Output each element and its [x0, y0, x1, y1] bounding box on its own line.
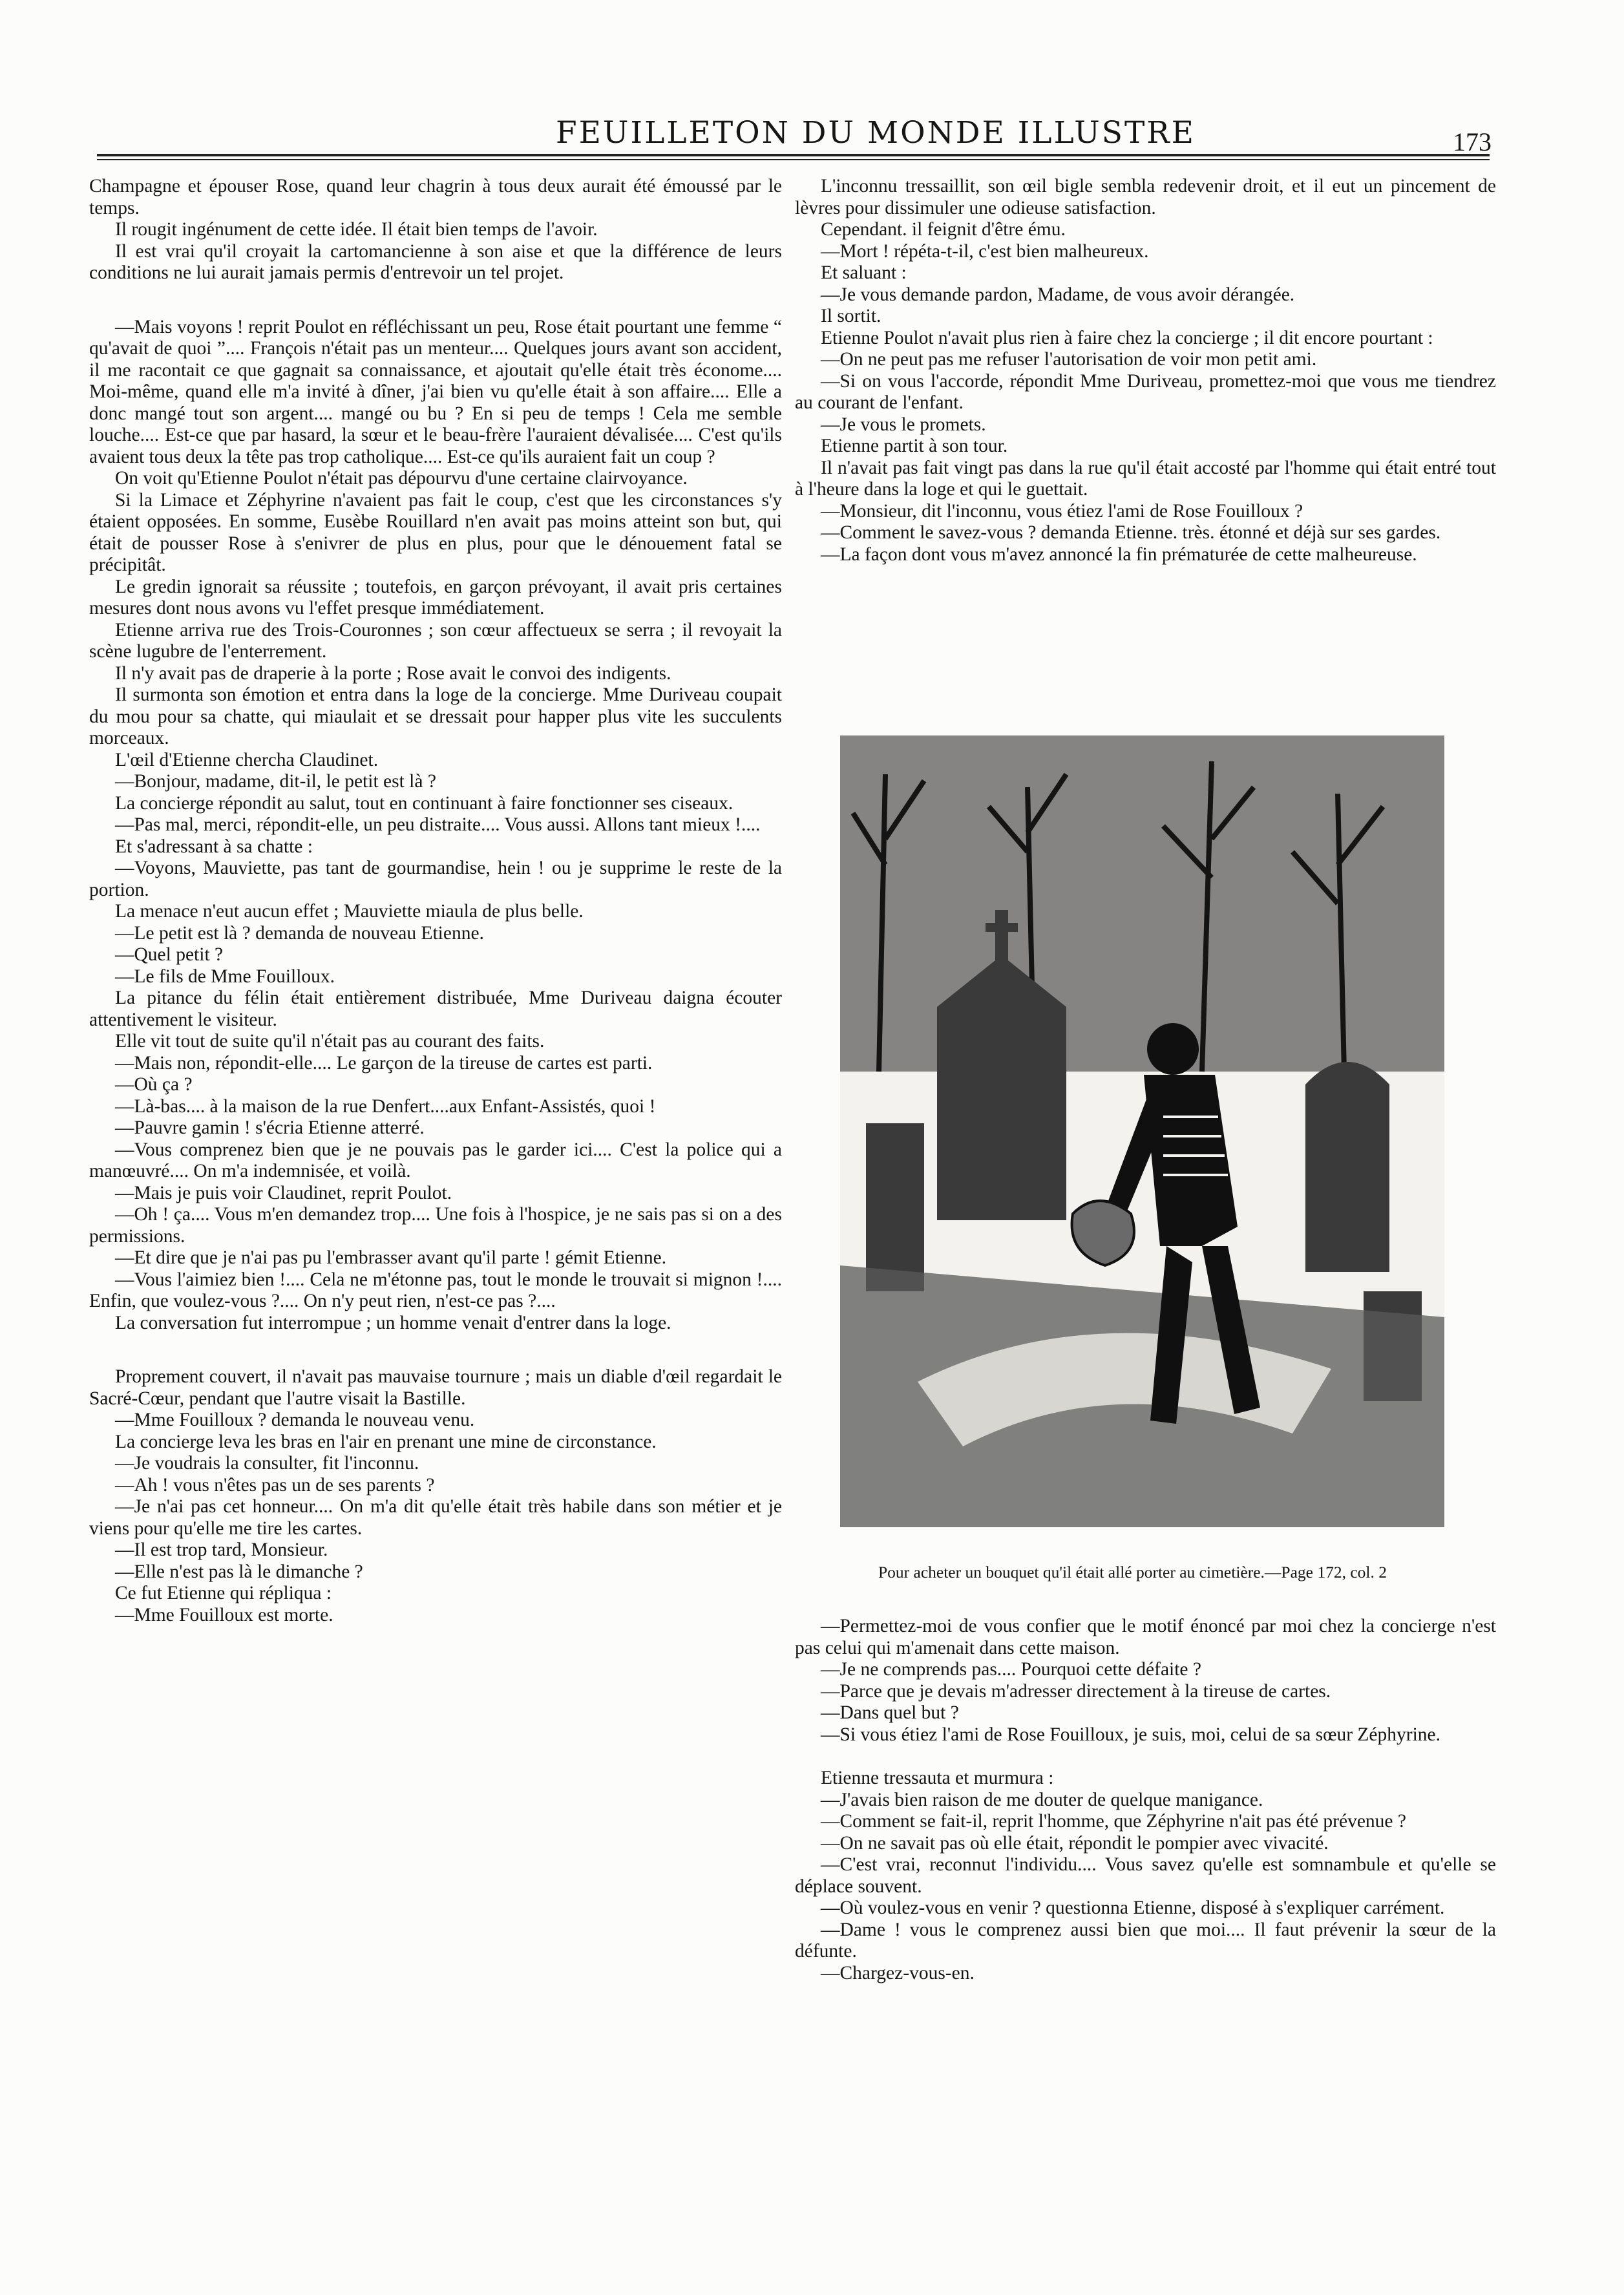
- paragraph: L'inconnu tressaillit, son œil bigle sembla redevenir droit, et il eut un pincement de lèvres pour dissimuler une odieuse satisfaction.: [795, 176, 1496, 218]
- paragraph: —Le fils de Mme Fouilloux.: [115, 966, 335, 987]
- header-rule: [97, 154, 1490, 160]
- paragraph: —Comment le savez-vous ? demanda Etienne. très. étonné et déjà sur ses gardes.: [821, 522, 1441, 543]
- section-gap: [89, 1334, 782, 1366]
- page-number: 173: [1453, 127, 1492, 156]
- paragraph: —On ne savait pas où elle était, répondit le pompier avec vivacité.: [821, 1832, 1329, 1854]
- paragraph: Etienne partit à son tour.: [821, 436, 1008, 456]
- paragraph: —C'est vrai, reconnut l'individu.... Vous savez qu'elle est somnambule et qu'elle se déplace souvent.: [795, 1854, 1496, 1897]
- paragraph: Elle vit tout de suite qu'il n'était pas au courant des faits.: [115, 1031, 545, 1052]
- paragraph: On voit qu'Etienne Poulot n'était pas dépourvu d'une certaine clairvoyance.: [115, 468, 688, 489]
- paragraph: —Où voulez-vous en venir ? questionna Etienne, disposé à s'expliquer carrément.: [821, 1898, 1445, 1918]
- section-gap: [89, 284, 782, 317]
- paragraph: —Ah ! vous n'êtes pas un de ses parents ?: [115, 1474, 435, 1496]
- paragraph: Il surmonta son émotion et entra dans la loge de la concierge. Mme Duriveau coupait du mou pour sa chatte, qui miaulait et se dressait pour happer plus vite les succulents morceaux.: [89, 684, 782, 748]
- paragraph: —La façon dont vous m'avez annoncé la fin prématurée de cette malheureuse.: [821, 544, 1417, 565]
- paragraph: Le gredin ignorait sa réussite ; toutefois, en garçon prévoyant, il avait pris certaines mesures dont nous avons vu l'effet presque immédiatement.: [89, 576, 782, 619]
- paragraph: —Là-bas.... à la maison de la rue Denfert....aux Enfant-Assistés, quoi !: [115, 1095, 656, 1117]
- paragraph: —Mais non, répondit-elle.... Le garçon de la tireuse de cartes est parti.: [115, 1052, 653, 1073]
- paragraph: —J'avais bien raison de me douter de quelque manigance.: [821, 1789, 1263, 1810]
- paragraph: —On ne peut pas me refuser l'autorisation de voir mon petit ami.: [821, 349, 1317, 370]
- paragraph: —Si vous étiez l'ami de Rose Fouilloux, je suis, moi, celui de sa sœur Zéphyrine.: [821, 1724, 1441, 1745]
- cemetery-engraving-illustration: [840, 735, 1444, 1527]
- paragraph: Il n'y avait pas de draperie à la porte ; Rose avait le convoi des indigents.: [115, 662, 671, 684]
- paragraph: —Il est trop tard, Monsieur.: [115, 1539, 328, 1560]
- paragraph: —Je ne comprends pas.... Pourquoi cette défaite ?: [821, 1659, 1201, 1680]
- paragraph: —Mais je puis voir Claudinet, reprit Poulot.: [115, 1182, 452, 1203]
- paragraph: Il n'avait pas fait vingt pas dans la rue qu'il était accosté par l'homme qui était entré tout à l'heure dans la loge et qui le guettait.: [795, 457, 1496, 500]
- paragraph: —Comment se fait-il, reprit l'homme, que Zéphyrine n'ait pas été prévenue ?: [821, 1811, 1406, 1832]
- right-text-column-top: [795, 176, 1496, 566]
- paragraph: Et saluant :: [821, 262, 907, 283]
- paragraph: —Pauvre gamin ! s'écria Etienne atterré.: [115, 1117, 425, 1138]
- paragraph: —Monsieur, dit l'inconnu, vous étiez l'ami de Rose Fouilloux ?: [821, 500, 1303, 522]
- paragraph: —Voyons, Mauviette, pas tant de gourmandise, hein ! ou je supprime le reste de la portion.: [89, 858, 782, 900]
- paragraph: —Elle n'est pas là le dimanche ?: [115, 1561, 363, 1582]
- paragraph: La concierge leva les bras en l'air en prenant une mine de circonstance.: [115, 1431, 657, 1452]
- paragraph: Etienne Poulot n'avait plus rien à faire chez la concierge ; il dit encore pourtant :: [821, 327, 1433, 348]
- paragraph: —Je voudrais la consulter, fit l'inconnu.: [115, 1453, 419, 1474]
- paragraph: —Chargez-vous-en.: [821, 1962, 975, 1983]
- paragraph: —Dans quel but ?: [821, 1702, 959, 1723]
- section-gap: [795, 1746, 1496, 1768]
- paragraph: —Bonjour, madame, dit-il, le petit est là ?: [115, 771, 436, 792]
- paragraph: Cependant. il feignit d'être ému.: [821, 219, 1066, 240]
- paragraph: Et s'adressant à sa chatte :: [115, 836, 313, 857]
- paragraph: Etienne arriva rue des Trois-Couronnes ; son cœur affectueux se serra ; il revoyait la scène lugubre de l'enterrement.: [89, 619, 782, 662]
- engraving-sky: [840, 735, 1444, 1072]
- paragraph: La pitance du félin était entièrement distribuée, Mme Duriveau daigna écouter attentivement le visiteur.: [89, 988, 782, 1030]
- paragraph: —Oh ! ça.... Vous m'en demandez trop.... Une fois à l'hospice, je ne sais pas si on a des permissions.: [89, 1204, 782, 1247]
- paragraph: Il sortit.: [821, 306, 881, 326]
- paragraph: —Mme Fouilloux est morte.: [115, 1604, 333, 1625]
- paragraph: —Je n'ai pas cet honneur.... On m'a dit qu'elle était très habile dans son métier et je viens pour qu'elle me tire les cartes.: [89, 1496, 782, 1539]
- illustration-caption: Pour acheter un bouquet qu'il était allé porter au cimetière.—Page 172, col. 2: [878, 1563, 1387, 1581]
- paragraph: Ce fut Etienne qui répliqua :: [115, 1583, 332, 1603]
- right-text-column-bottom: [795, 1616, 1496, 1984]
- paragraph: Proprement couvert, il n'avait pas mauvaise tournure ; mais un diable d'œil regardait le Sacré-Cœur, pendant que l'autre visait la Bastille.: [89, 1366, 782, 1409]
- paragraph: —Je vous demande pardon, Madame, de vous avoir dérangée.: [821, 284, 1295, 305]
- paragraph: —Pas mal, merci, répondit-elle, un peu distraite.... Vous aussi. Allons tant mieux !....: [115, 814, 761, 835]
- paragraph: La menace n'eut aucun effet ; Mauviette miaula de plus belle.: [115, 901, 584, 922]
- paragraph: —Mort ! répéta-t-il, c'est bien malheureux.: [821, 240, 1149, 262]
- paragraph: Il rougit ingénument de cette idée. Il était bien temps de l'avoir.: [115, 219, 598, 240]
- paragraph: —Permettez-moi de vous confier que le motif énoncé par moi chez la concierge n'est pas celui qui m'amenait dans cette maison.: [795, 1616, 1496, 1658]
- paragraph: —Et dire que je n'ai pas pu l'embrasser avant qu'il parte ! gémit Etienne.: [115, 1247, 667, 1268]
- paragraph: —Vous comprenez bien que je ne pouvais pas le garder ici.... C'est la police qui a manœuvré.... On m'a indemnisée, et voilà.: [89, 1139, 782, 1181]
- paragraph: Champagne et épouser Rose, quand leur chagrin à tous deux aurait été émoussé par le temps.: [89, 176, 782, 218]
- paragraph: —Dame ! vous le comprenez aussi bien que moi.... Il faut prévenir la sœur de la défunte.: [795, 1919, 1496, 1962]
- paragraph: Il est vrai qu'il croyait la cartomancienne à son aise et que la différence de leurs conditions ne lui aurait jamais permis d'entrevoir un tel projet.: [89, 240, 782, 283]
- paragraph: —Mme Fouilloux ? demanda le nouveau venu.: [115, 1410, 475, 1430]
- paragraph: —Où ça ?: [115, 1074, 193, 1095]
- paragraph: L'œil d'Etienne chercha Claudinet.: [115, 749, 379, 770]
- paragraph: —Si on vous l'accorde, répondit Mme Duriveau, promettez-moi que vous me tiendrez au courant de l'enfant.: [795, 370, 1496, 413]
- paragraph: —Quel petit ?: [115, 944, 224, 965]
- paragraph: —Mais voyons ! reprit Poulot en réfléchissant un peu, Rose était pourtant une femme “ qu'avait de quoi ”.... François n'était pas un menteur.... Quelques jours avant son accident, il me racontait ce que gagnait sa connaissance, et ajoutait qu'elle était très économe.... Moi-même, quand elle m'a invité à dîner, j'ai bien vu qu'elle était à son affaire.... Elle a donc mangé tout son argent.... mangé ou bu ? En si peu de temps ! Cela me semble louche.... Est-ce que par hasard, la sœur et le beau-frère l'auraient dévalisée.... C'est qu'ils avaient tous deux la tête pas trop catholique.... Est-ce qu'ils auraient fait un coup ?: [89, 316, 782, 467]
- running-header-title: FEUILLETON DU MONDE ILLUSTRE: [556, 115, 1196, 151]
- paragraph: —Parce que je devais m'adresser directement à la tireuse de cartes.: [821, 1680, 1331, 1702]
- paragraph: —Vous l'aimiez bien !.... Cela ne m'étonne pas, tout le monde le trouvait si mignon !.... Enfin, que voulez-vous ?.... On n'y peut rien, n'est-ce pas ?....: [89, 1269, 782, 1311]
- paragraph: Si la Limace et Zéphyrine n'avaient pas fait le coup, c'est que les circonstances s'y étaient opposées. En somme, Eusèbe Rouillard n'en avait pas moins atteint son but, qui était de pousser Rose à s'enivrer de plus en plus, pour que le dénouement fatal se précipitât.: [89, 489, 782, 575]
- left-text-column: [89, 176, 782, 1626]
- paragraph: —Je vous le promets.: [821, 414, 986, 435]
- paragraph: La conversation fut interrompue ; un homme venait d'entrer dans la loge.: [115, 1312, 671, 1333]
- paragraph: La concierge répondit au salut, tout en continuant à faire fonctionner ses ciseaux.: [115, 792, 733, 814]
- paragraph: Etienne tressauta et murmura :: [821, 1768, 1054, 1788]
- paragraph: —Le petit est là ? demanda de nouveau Etienne.: [115, 922, 484, 944]
